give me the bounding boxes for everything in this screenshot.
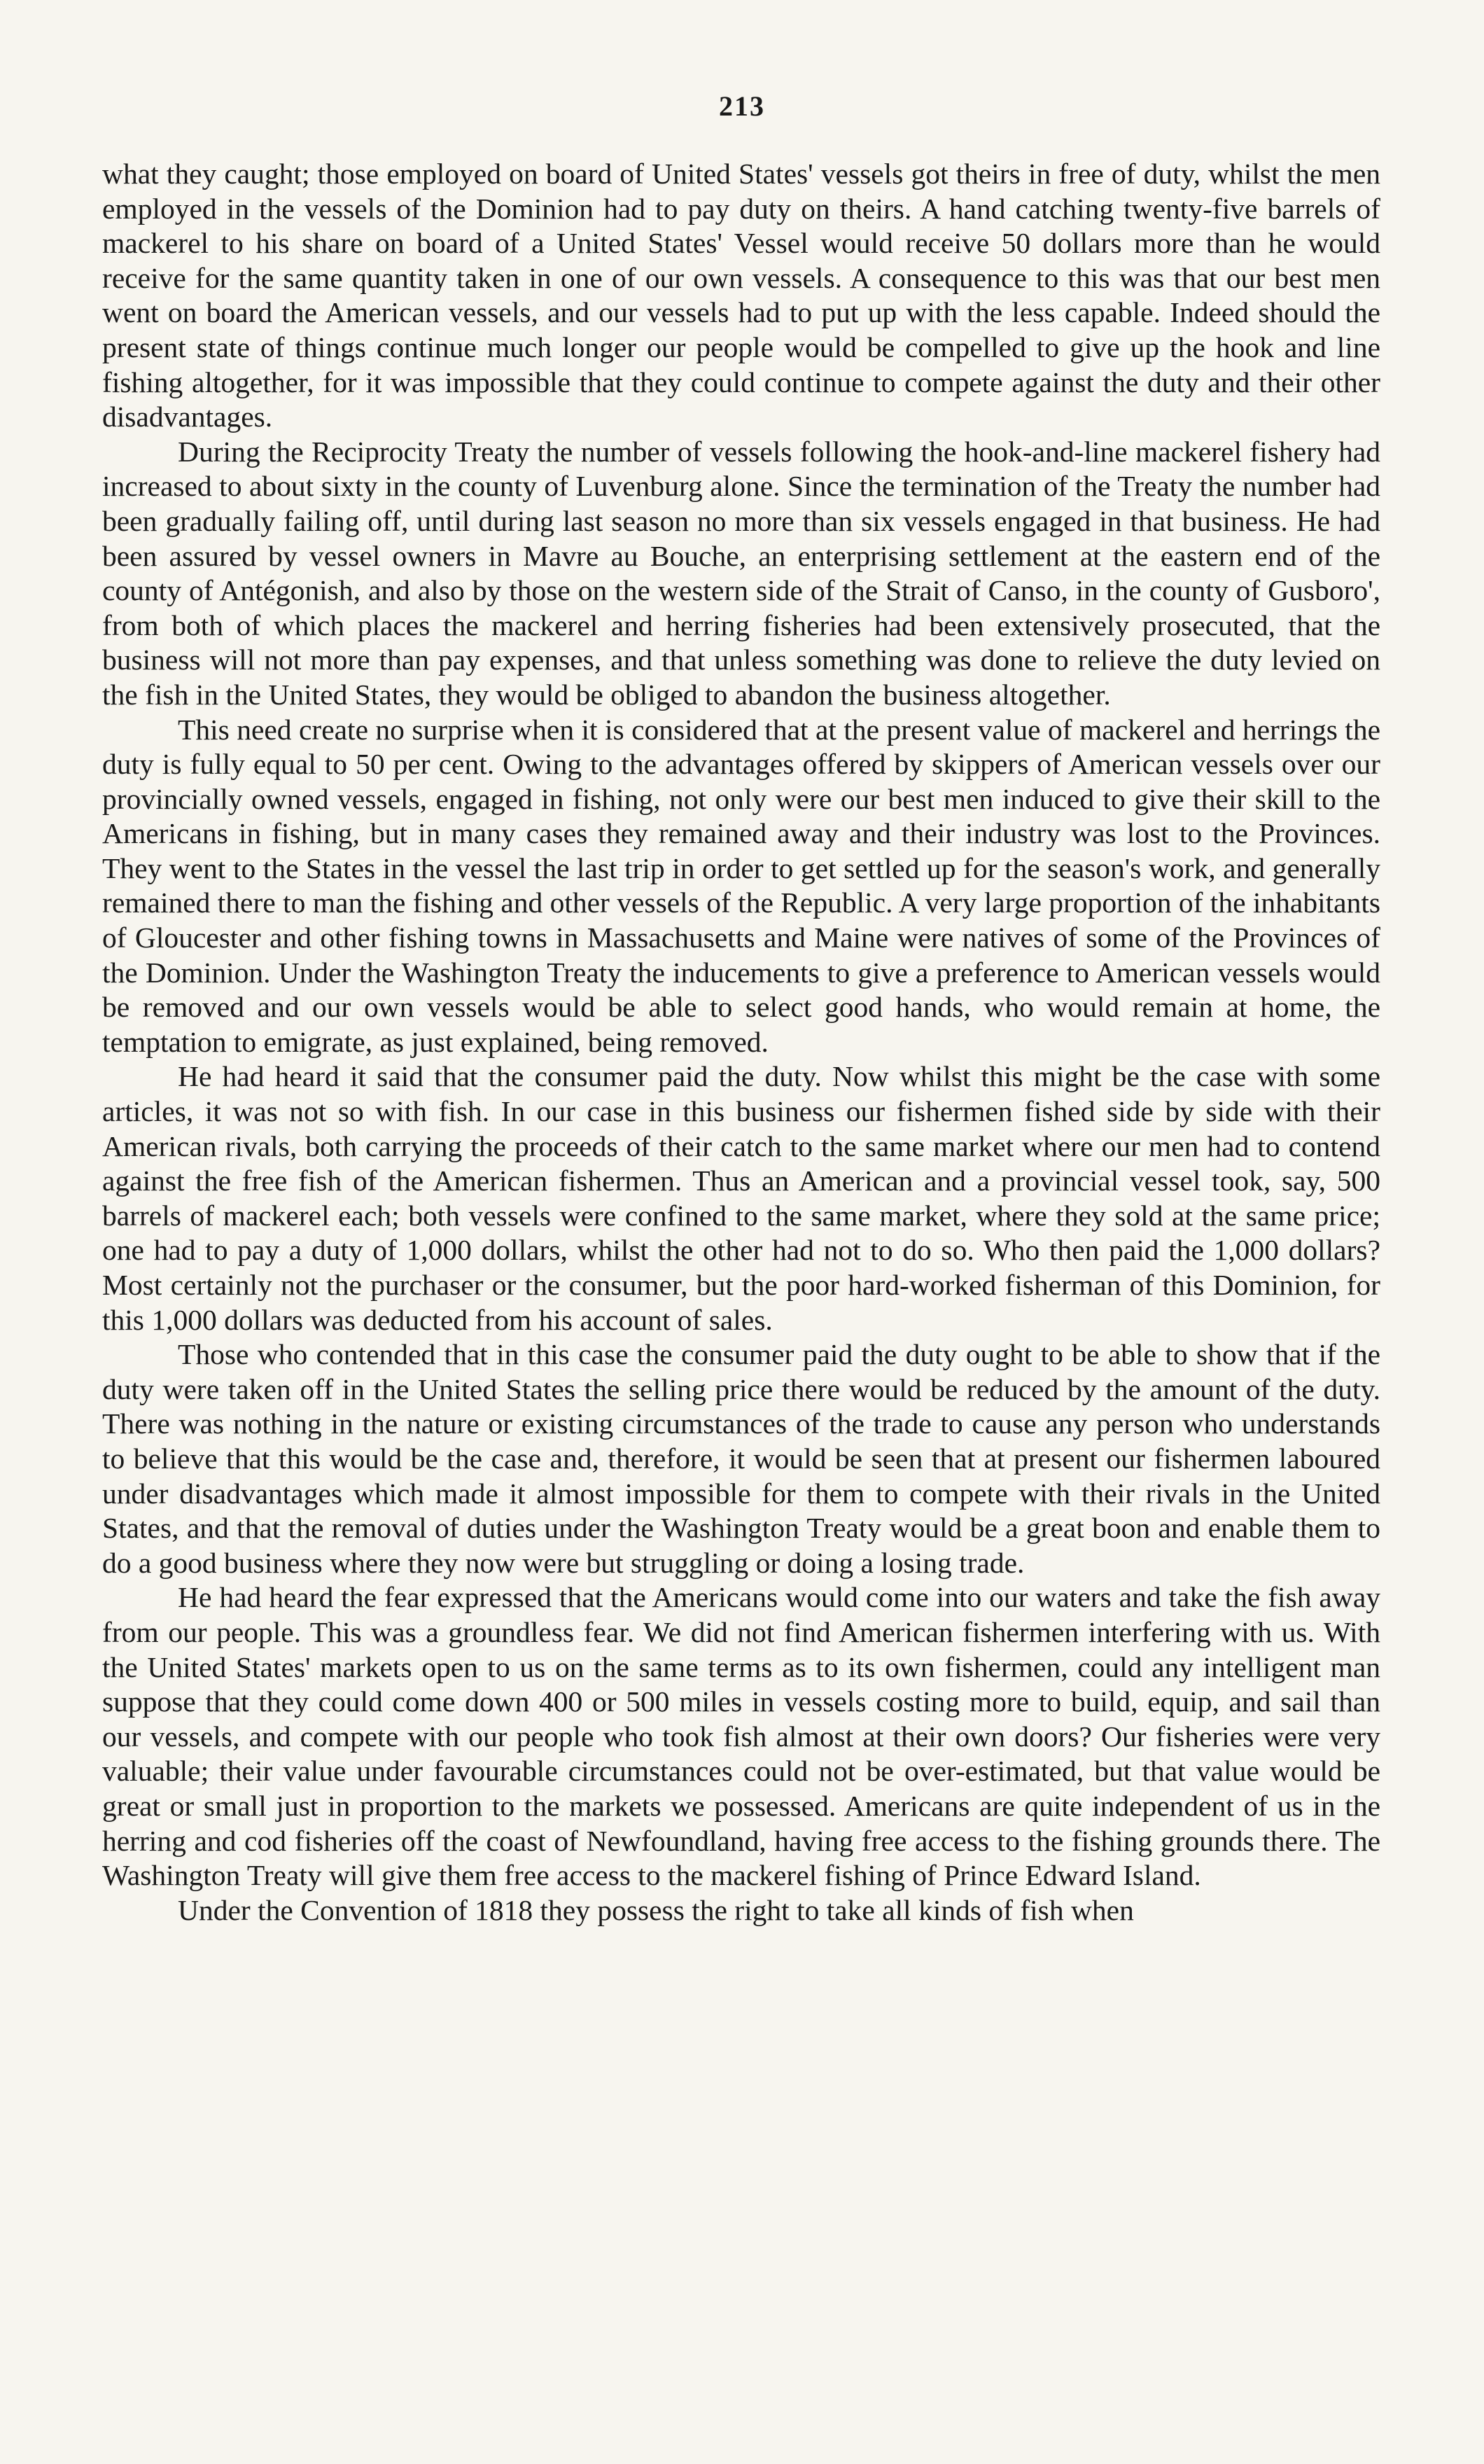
- paragraph-7: Under the Convention of 1818 they possess the right to take all kinds of fish when: [178, 1893, 1134, 1926]
- paragraph-2: During the Reciprocity Treaty the number of vessels following the hook-and-line mackerel fishery had increased to about sixty in the county of Luvenburg alone. Since the termination of the Treaty the number had been gradually failing off, until during last season no more than six vessels engaged in that business. He had been assured by vessel owners in Mavre au Bouche, an enterprising settlement at the eastern end of the county of Antégonish, and also by those on the western side of the Strait of Canso, in the county of Gusboro', from both of which places the mackerel and herring fisheries had been extensively prosecuted, that the business will not more than pay expenses, and that unless something was done to relieve the duty levied on the fish in the United States, they would be obliged to abandon the business altogether.: [102, 435, 1380, 711]
- page-number: 213: [719, 90, 765, 122]
- paragraph-1: what they caught; those employed on board of United States' vessels got theirs in free of duty, whilst the men employed in the vessels of the Dominion had to pay duty on theirs. A hand catching twenty-five barrels of mackerel to his share on board of a United States' Vessel would receive 50 dollars more than he would receive for the same quantity taken in one of our own vessels. A consequence to this was that our best men went on board the American vessels, and our vessels had to put up with the less capable. Indeed should the present state of things continue much longer our people would be compelled to give up the hook and line fishing altogether, for it was impossible that they could continue to compete against the duty and their other disadvantages.: [102, 158, 1380, 433]
- paragraph-6: He had heard the fear expressed that the Americans would come into our waters and take the fish away from our people. This was a groundless fear. We did not find American fishermen interfering with us. With the United States' markets open to us on the same terms as to its own fishermen, could any intelligent man suppose that they could come down 400 or 500 miles in vessels costing more to build, equip, and sail than our vessels, and compete with our people who took fish almost at their own doors? Our fisheries were very valuable; their value under favourable circumstances could not be over-estimated, but that value would be great or small just in proportion to the markets we possessed. Americans are quite independent of us in the herring and cod fisheries off the coast of Newfoundland, having free access to the fishing grounds there. The Washington Treaty will give them free access to the mackerel fishing of Prince Edward Island.: [102, 1581, 1380, 1892]
- paragraph-3: This need create no surprise when it is considered that at the present value of mackerel and herrings the duty is fully equal to 50 per cent. Owing to the advantages offered by skippers of American vessels over our provincially owned vessels, engaged in fishing, not only were our best men induced to give their skill to the Americans in fishing, but in many cases they remained away and their industry was lost to the Provinces. They went to the States in the vessel the last trip in order to get settled up for the season's work, and generally remained there to man the fishing and other vessels of the Republic. A very large proportion of the inhabitants of Gloucester and other fishing towns in Massachusetts and Maine were natives of some of the Provinces of the Dominion. Under the Washington Treaty the inducements to give a preference to American vessels would be removed and our own vessels would be able to select good hands, who would remain at home, the temptation to emigrate, as just explained, being removed.: [102, 713, 1380, 1058]
- paragraph-5: Those who contended that in this case the consumer paid the duty ought to be able to show that if the duty were taken off in the United States the selling price there would be reduced by the amount of the duty. There was nothing in the nature or existing circumstances of the trade to cause any person who understands to believe that this would be the case and, therefore, it would be seen that at present our fishermen laboured under disadvantages which made it almost impossible for them to compete with their rivals in the United States, and that the removal of duties under the Washington Treaty would be a great boon and enable them to do a good business where they now were but struggling or doing a losing trade.: [102, 1338, 1380, 1579]
- paragraph-4: He had heard it said that the consumer paid the duty. Now whilst this might be the case with some articles, it was not so with fish. In our case in this business our fishermen fished side by side with their American rivals, both carrying the proceeds of their catch to the same market where our men had to contend against the free fish of the American fishermen. Thus an American and a provincial vessel took, say, 500 barrels of mackerel each; both vessels were confined to the same market, where they sold at the same price; one had to pay a duty of 1,000 dollars, whilst the other had not to do so. Who then paid the 1,000 dollars? Most certainly not the purchaser or the consumer, but the poor hard-worked fisherman of this Dominion, for this 1,000 dollars was deducted from his account of sales.: [102, 1060, 1380, 1336]
- body-text: [102, 157, 1380, 1928]
